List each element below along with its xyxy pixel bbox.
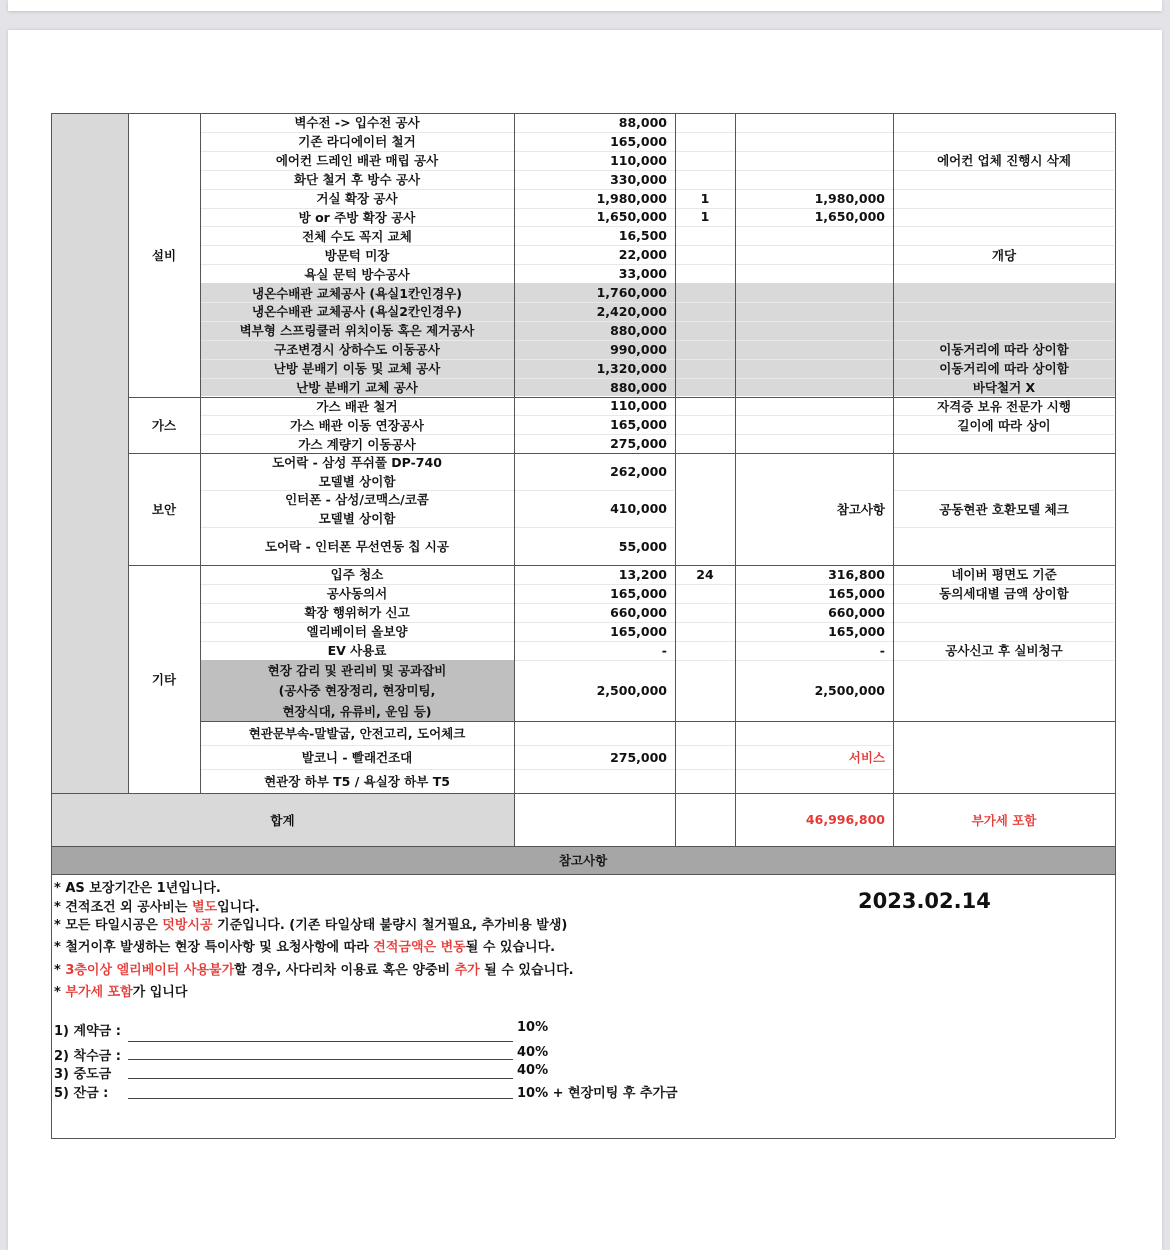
unit-price: 22,000 — [618, 247, 667, 263]
quantity — [675, 151, 735, 170]
item-name: 가스 배관 철거 — [316, 398, 398, 414]
highlight-text: 덧방시공 — [162, 918, 213, 933]
grid-line — [514, 113, 515, 846]
document-date: 2023.02.14 — [858, 889, 991, 913]
grid-line — [128, 113, 129, 793]
amount — [735, 151, 893, 170]
note: 동의세대별 금액 상이함 — [939, 586, 1069, 602]
item-name: EV 사용료 — [327, 643, 387, 659]
unit-price: - — [661, 642, 667, 658]
item-name: 가스 배관 이동 연장공사 — [290, 417, 424, 433]
amount — [735, 226, 893, 245]
highlight-text: 추가 — [454, 963, 480, 978]
grid-line — [51, 1138, 1115, 1139]
item-name: 공사동의서 — [326, 586, 388, 602]
amount — [735, 321, 893, 340]
note: 개당 — [991, 247, 1017, 263]
note-text: * — [54, 963, 66, 978]
note — [893, 113, 1115, 132]
item-subnote: 모델별 상이함 — [318, 510, 396, 526]
note-text: * 모든 타일시공은 — [54, 918, 163, 933]
note-line — [54, 936, 555, 955]
unit-price: 2,500,000 — [596, 682, 667, 698]
note-text: 기준입니다. (기존 타일상태 불량시 철거필요, 추가비용 발생) — [212, 918, 568, 933]
item-name: 현관문부속-말발굽, 안전고리, 도어체크 — [248, 726, 466, 741]
category-gas: 가스 — [151, 417, 177, 433]
item-name: 벽수전 -> 입수전 공사 — [294, 115, 420, 131]
category-misc: 기타 — [151, 672, 177, 687]
signature-line[interactable] — [128, 1078, 513, 1079]
quantity — [675, 359, 735, 378]
unit-price: 330,000 — [610, 171, 667, 187]
grid-line — [51, 113, 52, 1138]
unit-price: 165,000 — [610, 623, 667, 639]
unit-price: 165,000 — [610, 417, 667, 433]
payment-label: 1) 계약금 : — [54, 1024, 121, 1039]
note-text: * 철거이후 발생하는 현장 특이사항 및 요청사항에 따라 — [54, 940, 374, 955]
note: 공사신고 후 실비청구 — [945, 643, 1063, 659]
item-name: 냉온수배관 교체공사 (욕실1칸인경우) — [252, 285, 462, 301]
amount — [735, 283, 893, 302]
quantity — [675, 321, 735, 340]
notes-header: 참고사항 — [558, 853, 608, 868]
previous-page-edge — [8, 0, 1162, 11]
note: 이동거리에 따라 상이함 — [939, 342, 1069, 358]
unit-price: 1,320,000 — [596, 360, 667, 376]
amount — [735, 302, 893, 321]
note-text: * — [54, 985, 66, 1000]
note — [893, 189, 1115, 208]
unit-price: 88,000 — [618, 114, 667, 130]
highlight-text: 3층이상 엘리베이터 사용불가 — [65, 963, 235, 978]
quantity — [675, 340, 735, 359]
note-text: 될 수 있습니다. — [479, 963, 574, 978]
unit-price: 990,000 — [610, 341, 667, 357]
unit-price: 1,650,000 — [596, 209, 667, 225]
category-security: 보안 — [151, 502, 177, 518]
unit-price: 262,000 — [610, 464, 667, 480]
note — [893, 132, 1115, 151]
item-name: 에어컨 드레인 배관 매립 공사 — [275, 153, 439, 169]
item-name: 발코니 - 빨래건조대 — [301, 750, 413, 765]
note — [893, 622, 1115, 641]
signature-line[interactable] — [128, 1059, 513, 1060]
amount: 1,980,000 — [814, 190, 885, 206]
item-name: 확장 행위허가 신고 — [304, 605, 410, 621]
amount: 165,000 — [828, 585, 885, 601]
amount: 2,500,000 — [814, 682, 885, 698]
note-line — [54, 981, 187, 1000]
unit-price: 1,980,000 — [596, 190, 667, 206]
unit-price: 16,500 — [618, 228, 667, 244]
note — [893, 208, 1115, 227]
payment-percent: 10% — [517, 1020, 549, 1035]
note — [893, 264, 1115, 283]
quantity — [675, 302, 735, 321]
grid-line — [51, 874, 1115, 875]
total-label: 합계 — [270, 812, 295, 828]
note-line — [54, 959, 574, 978]
category-margin-column — [51, 113, 128, 793]
highlight-text: 견적금액은 변동 — [373, 940, 466, 955]
item-name: 구조변경시 상하수도 이동공사 — [274, 342, 440, 358]
item-name: 거실 확장 공사 — [316, 191, 398, 207]
amount — [735, 113, 893, 132]
item-name: 도어락 - 인터폰 무선연동 칩 시공 — [265, 539, 449, 554]
item-name: 입주 청소 — [330, 567, 384, 583]
note — [893, 226, 1115, 245]
quantity — [675, 170, 735, 189]
amount: 660,000 — [828, 604, 885, 620]
category-plumbing: 설비 — [151, 247, 177, 263]
note: 네이버 평면도 기준 — [951, 567, 1057, 583]
item-name: 가스 계량기 이동공사 — [298, 436, 416, 452]
item-name: 방문턱 미장 — [324, 247, 390, 263]
payment-label: 3) 중도금 — [54, 1067, 112, 1082]
item-name: 방 or 주방 확장 공사 — [298, 209, 416, 225]
amount: - — [879, 642, 885, 658]
note: 길이에 따라 상이 — [957, 417, 1051, 433]
item-name: 난방 분배기 교체 공사 — [296, 380, 418, 396]
quantity — [675, 113, 735, 132]
amount — [735, 245, 893, 264]
vat-included-note: 부가세 포함 — [971, 812, 1037, 828]
item-subnote: 모델별 상이함 — [318, 473, 396, 489]
note — [893, 302, 1115, 321]
note-text: * 견적조건 외 공사비는 — [54, 900, 192, 915]
unit-price: 1,760,000 — [596, 285, 667, 301]
amount: 316,800 — [828, 566, 885, 582]
note-text: 될 수 있습니다. — [465, 940, 556, 955]
quantity — [675, 283, 735, 302]
note — [893, 603, 1115, 622]
note-line — [54, 877, 221, 896]
payment-percent: 40% — [517, 1063, 549, 1078]
unit-price: 880,000 — [610, 322, 667, 338]
item-name: 도어락 - 삼성 푸쉬풀 DP-740 — [272, 455, 442, 471]
quantity — [675, 132, 735, 151]
note — [893, 321, 1115, 340]
unit-price: 55,000 — [618, 538, 667, 554]
grid-line — [200, 113, 201, 793]
note — [893, 283, 1115, 302]
grid-line — [1115, 113, 1116, 1138]
quantity — [675, 378, 735, 397]
signature-line[interactable] — [128, 1041, 513, 1042]
payment-percent: 40% — [517, 1045, 549, 1060]
unit-price: 275,000 — [610, 436, 667, 452]
quantity: 24 — [696, 566, 714, 582]
payment-percent: 10% + 현장미팅 후 추가금 — [517, 1086, 678, 1101]
note: 에어컨 업체 진행시 삭제 — [937, 153, 1071, 169]
quantity — [675, 584, 735, 603]
note: 바닥철거 X — [972, 380, 1036, 396]
unit-price: 110,000 — [610, 398, 667, 414]
quantity — [675, 226, 735, 245]
unit-price: 13,200 — [618, 566, 667, 582]
amount: 1,650,000 — [814, 209, 885, 225]
grid-line — [51, 113, 1115, 114]
amount: 165,000 — [828, 623, 885, 639]
quantity — [675, 641, 735, 660]
amount — [735, 378, 893, 397]
grid-line — [893, 113, 894, 846]
quantity — [675, 264, 735, 283]
row-divider — [894, 527, 1114, 528]
unit-price: 165,000 — [610, 585, 667, 601]
amount — [735, 170, 893, 189]
item-name: 인터폰 - 삼성/코맥스/코콤 — [285, 492, 429, 508]
item-name: 벽부형 스프링쿨러 위치이동 혹은 제거공사 — [239, 323, 475, 339]
item-name: 냉온수배관 교체공사 (욕실2칸인경우) — [252, 304, 462, 320]
unit-price: 2,420,000 — [596, 303, 667, 319]
item-name: 현장식대, 유류비, 운임 등) — [282, 703, 432, 719]
quantity: 1 — [700, 190, 710, 206]
unit-price: 410,000 — [610, 501, 667, 516]
note: 공동현관 호환모델 체크 — [939, 501, 1069, 517]
note-text: 할 경우, 사다리차 이용료 혹은 양중비 — [234, 963, 455, 978]
amount — [735, 359, 893, 378]
unit-price: 275,000 — [610, 749, 667, 765]
amount — [735, 340, 893, 359]
note — [893, 170, 1115, 189]
note-text: 입니다. — [217, 900, 260, 915]
grid-line — [735, 113, 736, 846]
payment-label: 5) 잔금 : — [54, 1086, 109, 1101]
total-amount: 46,996,800 — [805, 812, 885, 827]
quantity — [675, 603, 735, 622]
unit-price: 165,000 — [610, 133, 667, 149]
note: 자격증 보유 전문가 시행 — [937, 398, 1071, 414]
amount — [735, 264, 893, 283]
unit-price: 33,000 — [618, 266, 667, 282]
item-name: 전체 수도 꼭지 교체 — [302, 228, 412, 244]
note: 이동거리에 따라 상이함 — [939, 361, 1069, 377]
quantity — [675, 245, 735, 264]
unit-price: 880,000 — [610, 379, 667, 395]
highlight-text: 부가세 포함 — [65, 985, 133, 1000]
note — [893, 434, 1115, 453]
item-name: (공사중 현장정리, 현장미팅, — [278, 683, 436, 699]
item-name: 현관장 하부 T5 / 욕실장 하부 T5 — [264, 774, 450, 789]
note-text: * AS 보장기간은 1년입니다. — [54, 881, 221, 896]
note-line — [54, 896, 260, 915]
highlight-text: 별도 — [191, 900, 218, 915]
unit-price: 110,000 — [610, 152, 667, 168]
quantity: 1 — [700, 209, 710, 225]
reference-note: 참고사항 — [836, 502, 885, 518]
signature-line[interactable] — [128, 1098, 513, 1099]
quantity — [675, 622, 735, 641]
grid-line — [675, 113, 676, 846]
item-name: 현장 감리 및 관리비 및 공과잡비 — [267, 662, 447, 678]
service-label: 서비스 — [848, 750, 885, 765]
item-name: 엘리베이터 올보양 — [306, 624, 408, 640]
amount — [735, 132, 893, 151]
payment-label: 2) 착수금 : — [54, 1049, 121, 1064]
item-name: 화단 철거 후 방수 공사 — [293, 172, 421, 188]
unit-price: 660,000 — [610, 604, 667, 620]
item-name: 욕실 문턱 방수공사 — [304, 266, 410, 282]
item-name: 기존 라디에이터 철거 — [298, 134, 416, 150]
item-name: 난방 분배기 이동 및 교체 공사 — [273, 361, 441, 377]
note-text: 가 입니다 — [132, 985, 188, 1000]
note-line — [54, 914, 567, 933]
